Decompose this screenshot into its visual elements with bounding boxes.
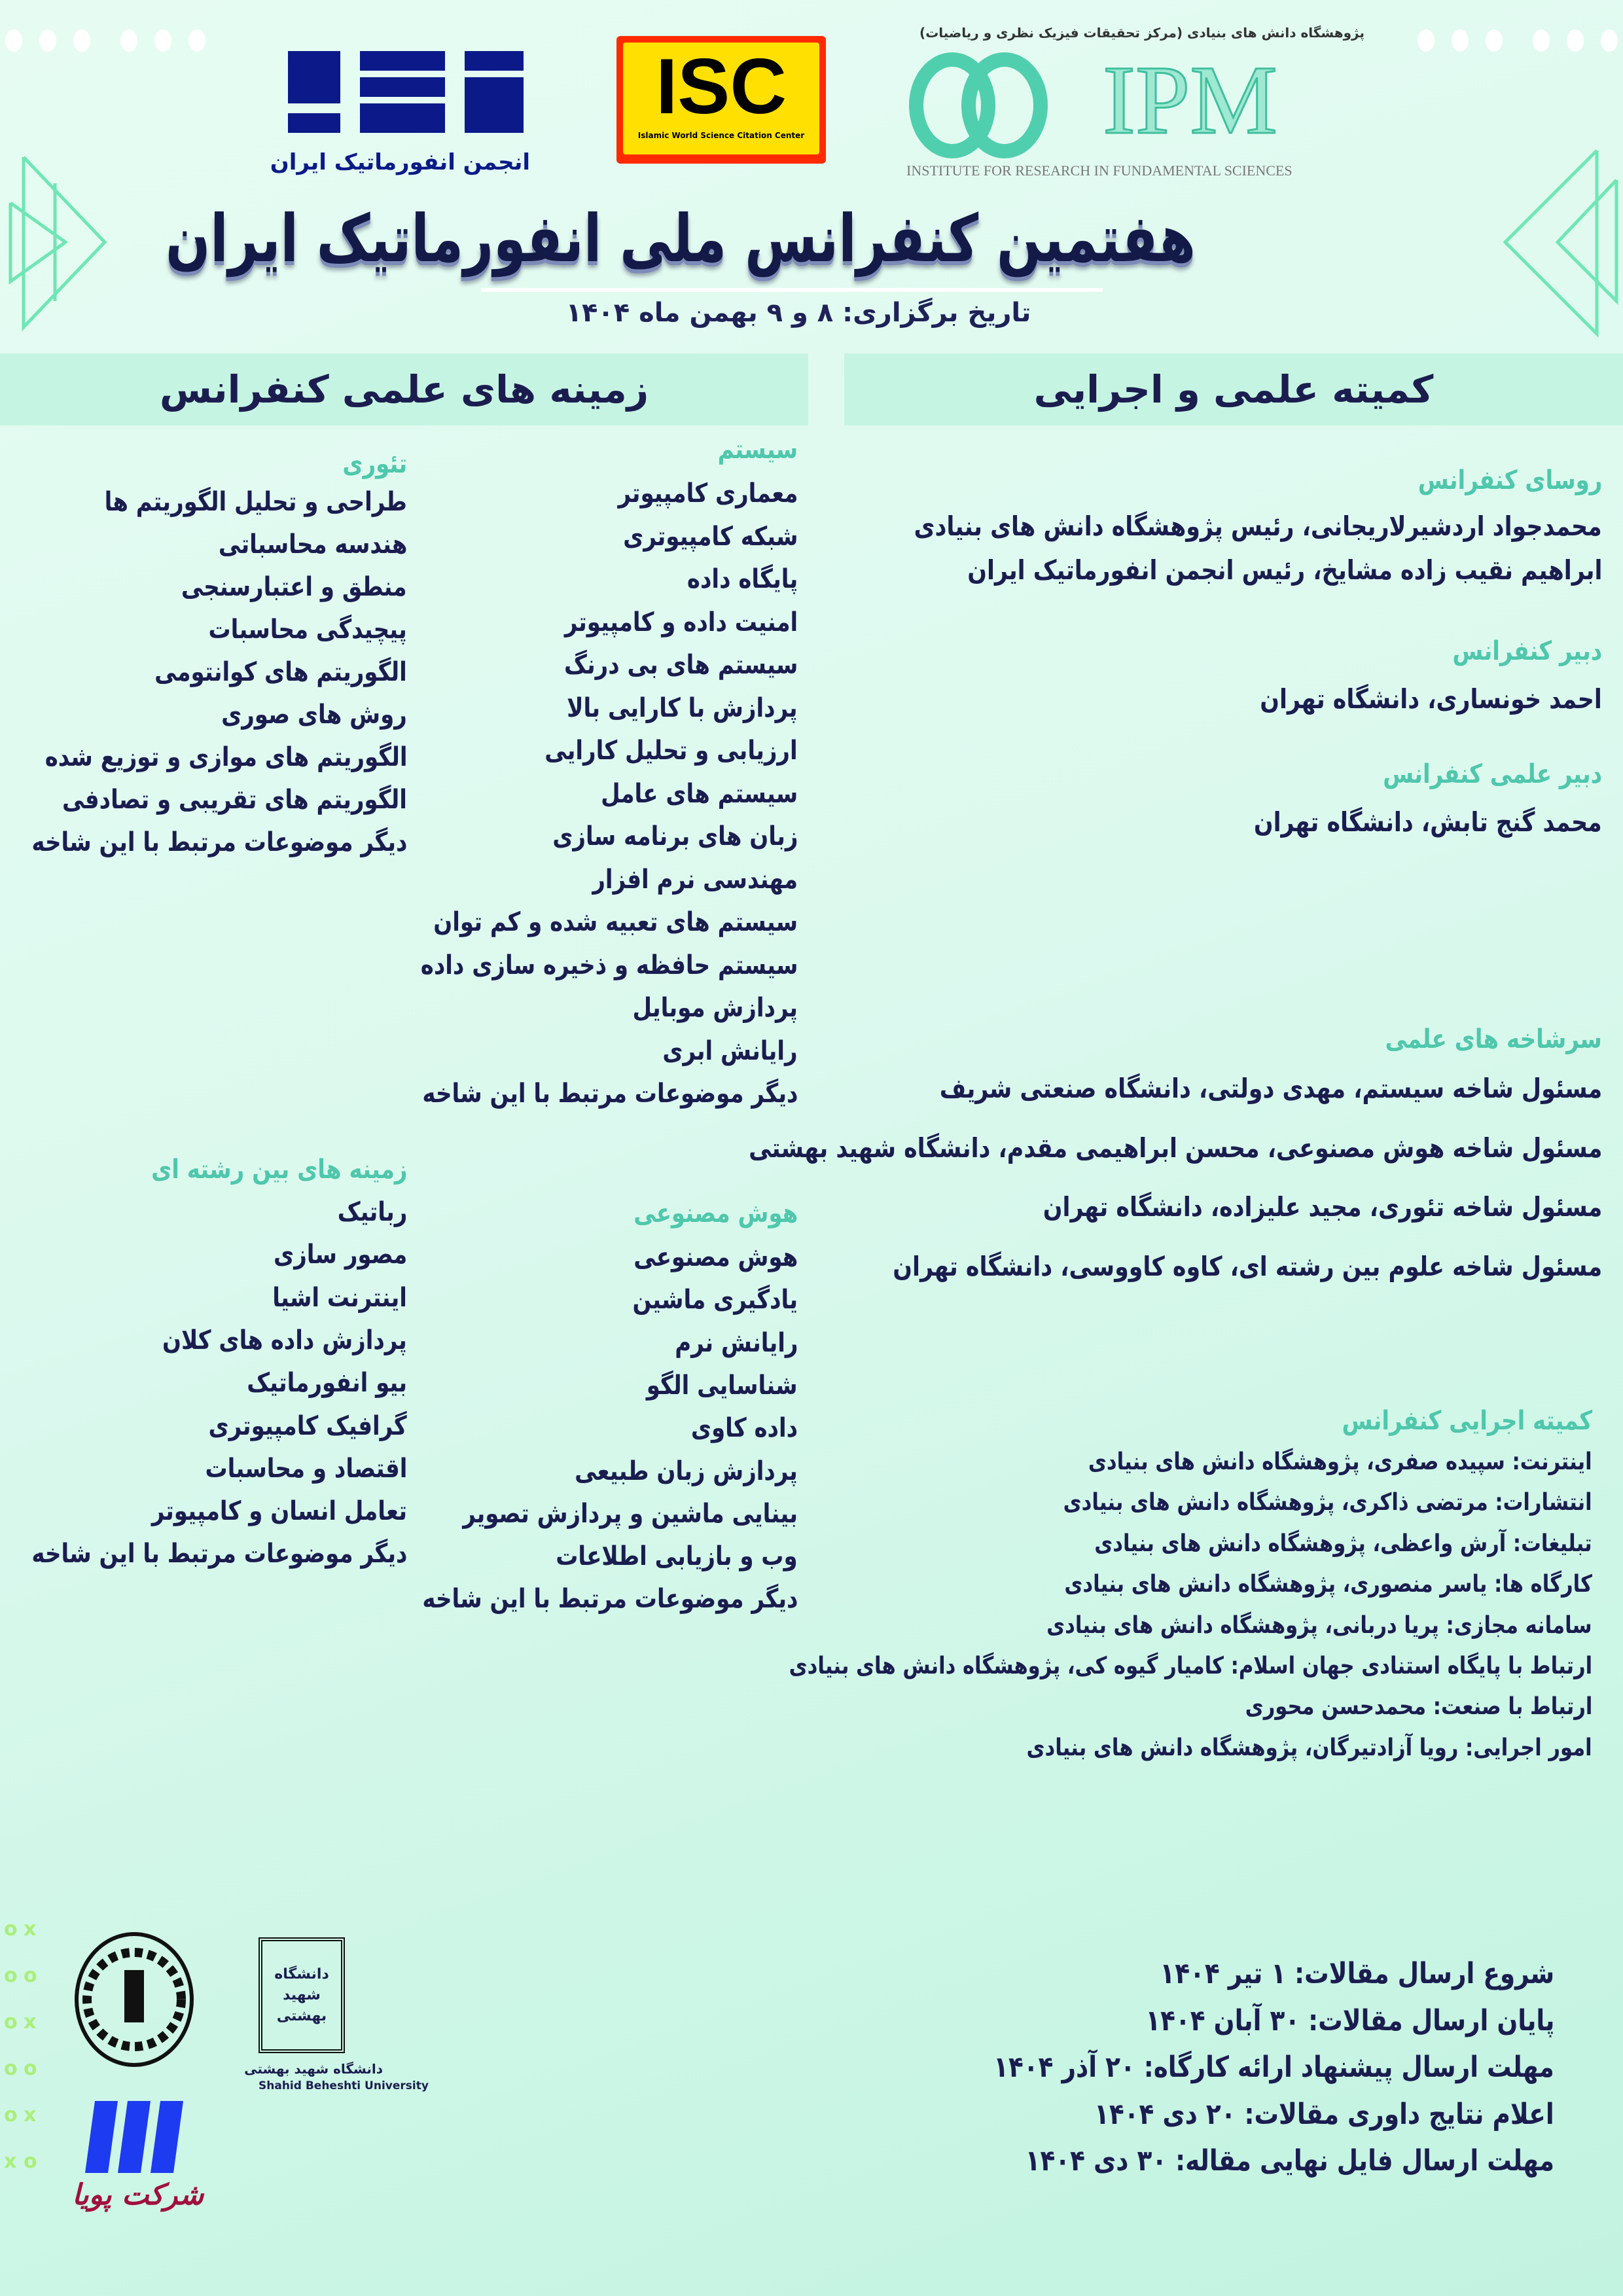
sci-secretary-header: دبیر علمی کنفرانس	[1383, 759, 1602, 789]
executive-item: کارگاه ها: یاسر منصوری، پژوهشگاه دانش های بنیادی	[1064, 1571, 1592, 1598]
executive-item: انتشارات: مرتضی ذاکری، پژوهشگاه دانش های بنیادی	[1063, 1489, 1592, 1516]
section-bar-committee: کمیته علمی و اجرایی	[844, 353, 1623, 425]
system-item: پردازش با کارایی بالا	[567, 692, 798, 723]
system-item: مهندسی نرم افزار	[592, 864, 798, 895]
system-item: زبان های برنامه سازی	[552, 821, 798, 852]
chairs-item: محمدجواد اردشیرلاریجانی، رئیس پژوهشگاه دانش های بنیادی	[914, 511, 1602, 542]
branches-item: مسئول شاخه سیستم، مهدی دولتی، دانشگاه صنعتی شریف	[939, 1073, 1602, 1104]
isc-logo	[616, 36, 826, 164]
interdisciplinary-item: گرافیک کامپیوتری	[208, 1410, 407, 1441]
ai-item: هوش مصنوعی	[633, 1242, 798, 1272]
page-title: هفتمین کنفرانس ملی انفورماتیک ایران	[166, 200, 1196, 277]
decorative-dots-right	[1418, 29, 1618, 52]
important-date: پایان ارسال مقالات: ۳۰ آبان ۱۴۰۴	[1145, 2003, 1554, 2037]
executive-item: ارتباط با صنعت: محمدحسن محوری	[1245, 1693, 1592, 1721]
beheshti-university-logo	[244, 1937, 429, 2092]
system-item: ارزیابی و تحلیل کارایی	[544, 736, 798, 766]
theory-item: هندسه محاسباتی	[218, 529, 407, 560]
system-item: پایگاه داده	[687, 564, 798, 594]
important-date: اعلام نتایج داوری مقالات: ۲۰ دی ۱۴۰۴	[1094, 2097, 1554, 2131]
system-item: رایانش ابری	[662, 1035, 798, 1066]
ai-item: وب و بازیابی اطلاعات	[556, 1541, 798, 1572]
interdisciplinary-item: تعامل انسان و کامپیوتر	[151, 1496, 407, 1527]
interdisciplinary-item: مصور سازی	[273, 1240, 407, 1270]
theory-item: الگوریتم های تقریبی و تصادفی	[62, 785, 407, 815]
interdisciplinary-header: زمینه های بین رشته ای	[151, 1155, 407, 1185]
theory-item: الگوریتم های موازی و توزیع شده	[45, 742, 407, 772]
title-divider	[481, 288, 1103, 292]
ipm-logo	[906, 25, 1364, 182]
branches-item: مسئول شاخه تئوری، مجید علیزاده، دانشگاه تهران	[1043, 1191, 1602, 1223]
important-date: مهلت ارسال فایل نهایی مقاله: ۳۰ دی ۱۴۰۴	[1025, 2144, 1554, 2178]
ai-item: دیگر موضوعات مرتبط با این شاخه	[421, 1584, 798, 1615]
ai-item: رایانش نرم	[674, 1327, 798, 1358]
executive-header: کمیته اجرایی کنفرانس	[1342, 1406, 1592, 1436]
pouya-caption: شرکت پویا	[72, 2178, 204, 2212]
executive-item: اینترنت: سپیده صفری، پژوهشگاه دانش های بنیادی	[1088, 1448, 1592, 1475]
ai-item: یادگیری ماشین	[632, 1285, 798, 1316]
theory-item: روش های صوری	[221, 700, 407, 730]
important-date: شروع ارسال مقالات: ۱ تیر ۱۴۰۴	[1160, 1957, 1554, 1990]
interdisciplinary-item: بیو انفورماتیک	[247, 1368, 407, 1399]
ipm-mark: IPM	[1103, 46, 1277, 154]
ai-header: هوش مصنوعی	[633, 1198, 798, 1229]
system-item: امنیت داده و کامپیوتر	[564, 607, 798, 637]
branches-item: مسئول شاخه علوم بین رشته ای، کاوه کاووسی، دانشگاه تهران	[893, 1251, 1602, 1283]
decorative-dots-left	[5, 29, 205, 52]
theory-header: تئوری	[342, 449, 407, 479]
beheshti-mark: دانشگاه شهید بهشتی	[274, 1965, 329, 2024]
theory-item: منطق و اعتبارسنجی	[181, 572, 407, 602]
ipm-emblem	[906, 50, 1050, 161]
isi-logo-mark	[281, 51, 530, 136]
interdisciplinary-item: اقتصاد و محاسبات	[205, 1453, 407, 1484]
isi-logo	[270, 51, 530, 175]
system-header: سیستم	[717, 435, 798, 465]
system-item: شبکه کامپیوتری	[622, 521, 798, 552]
secretary-header: دبیر کنفرانس	[1452, 636, 1602, 666]
executive-item: ارتباط با پایگاه استنادی جهان اسلام: کامیار گیوه کی، پژوهشگاه دانش های بنیادی	[789, 1653, 1592, 1679]
isc-caption: Islamic World Science Citation Center	[637, 131, 805, 140]
interdisciplinary-item: دیگر موضوعات مرتبط با این شاخه	[31, 1539, 407, 1570]
triangle-decoration-right	[1427, 144, 1623, 340]
system-item: معماری کامپیوتر	[618, 478, 798, 509]
pouya-logo	[72, 2101, 242, 2212]
interdisciplinary-item: اینترنت اشیا	[272, 1282, 407, 1313]
beheshti-en-caption: Shahid Beheshti University	[259, 2079, 429, 2092]
ai-item: پردازش زبان طبیعی	[575, 1456, 798, 1486]
isc-mark: ISC	[655, 43, 787, 130]
theory-item: طراحی و تحلیل الگوریتم ها	[104, 487, 407, 517]
secretary-item: احمد خونساری، دانشگاه تهران	[1260, 683, 1602, 715]
theory-item: الگوریتم های کوانتومی	[154, 657, 407, 687]
branches-item: مسئول شاخه هوش مصنوعی، محسن ابراهیمی مقدم، دانشگاه شهید بهشتی	[748, 1132, 1602, 1164]
event-date: تاریخ برگزاری: ۸ و ۹ بهمن ماه ۱۴۰۴	[565, 298, 1031, 328]
ipm-top-caption: پژوهشگاه دانش های بنیادی (مرکز تحقیقات فیزیک نظری و ریاضیات)	[919, 25, 1364, 41]
branches-header: سرشاخه های علمی	[1385, 1024, 1602, 1054]
ipm-bottom-caption: INSTITUTE FOR RESEARCH IN FUNDAMENTAL SCIENCES	[906, 162, 1293, 179]
system-item: دیگر موضوعات مرتبط با این شاخه	[421, 1079, 798, 1109]
system-item: سیستم های بی درنگ	[563, 650, 798, 680]
system-item: سیستم حافظه و ذخیره سازی داده	[420, 950, 798, 980]
executive-item: امور اجرایی: رویا آزادتیرگان، پژوهشگاه دانش های بنیادی	[1026, 1734, 1592, 1761]
interdisciplinary-item: رباتیک	[337, 1197, 407, 1227]
isi-caption: انجمن انفورماتیک ایران	[270, 149, 530, 175]
sci-secretary-item: محمد گنج تابش، دانشگاه تهران	[1254, 806, 1602, 838]
executive-item: تبلیغات: آرش واعظی، پژوهشگاه دانش های بنیادی	[1094, 1530, 1592, 1557]
chairs-header: روسای کنفرانس	[1418, 465, 1602, 495]
theory-item: دیگر موضوعات مرتبط با این شاخه	[31, 827, 407, 857]
ai-item: شناسایی الگو	[647, 1370, 798, 1401]
system-item: پردازش موبایل	[632, 993, 798, 1023]
executive-item: سامانه مجازی: پریا دربانی، پژوهشگاه دانش های بنیادی	[1046, 1611, 1592, 1639]
sharif-university-logo	[72, 1931, 196, 2068]
ai-item: بینایی ماشین و پردازش تصویر	[463, 1498, 798, 1529]
beheshti-fa-caption: دانشگاه شهید بهشتی	[244, 2061, 383, 2077]
chairs-item: ابراهیم نقیب زاده مشایخ، رئیس انجمن انفورماتیک ایران	[967, 554, 1602, 586]
system-item: سیستم های عامل	[600, 778, 798, 809]
pouya-mark	[85, 2101, 196, 2173]
section-bar-topics: زمینه های علمی کنفرانس	[0, 353, 808, 425]
system-item: سیستم های تعبیه شده و کم توان	[433, 907, 798, 937]
side-pattern: o x o o o x o o o x x o	[4, 1918, 37, 2173]
interdisciplinary-item: پردازش داده های کلان	[162, 1325, 407, 1355]
theory-item: پیچیدگی محاسبات	[208, 615, 407, 645]
ai-item: داده کاوی	[690, 1413, 798, 1444]
important-date: مهلت ارسال پیشنهاد ارائه کارگاه: ۲۰ آذر ۱۴۰۴	[993, 2051, 1554, 2084]
